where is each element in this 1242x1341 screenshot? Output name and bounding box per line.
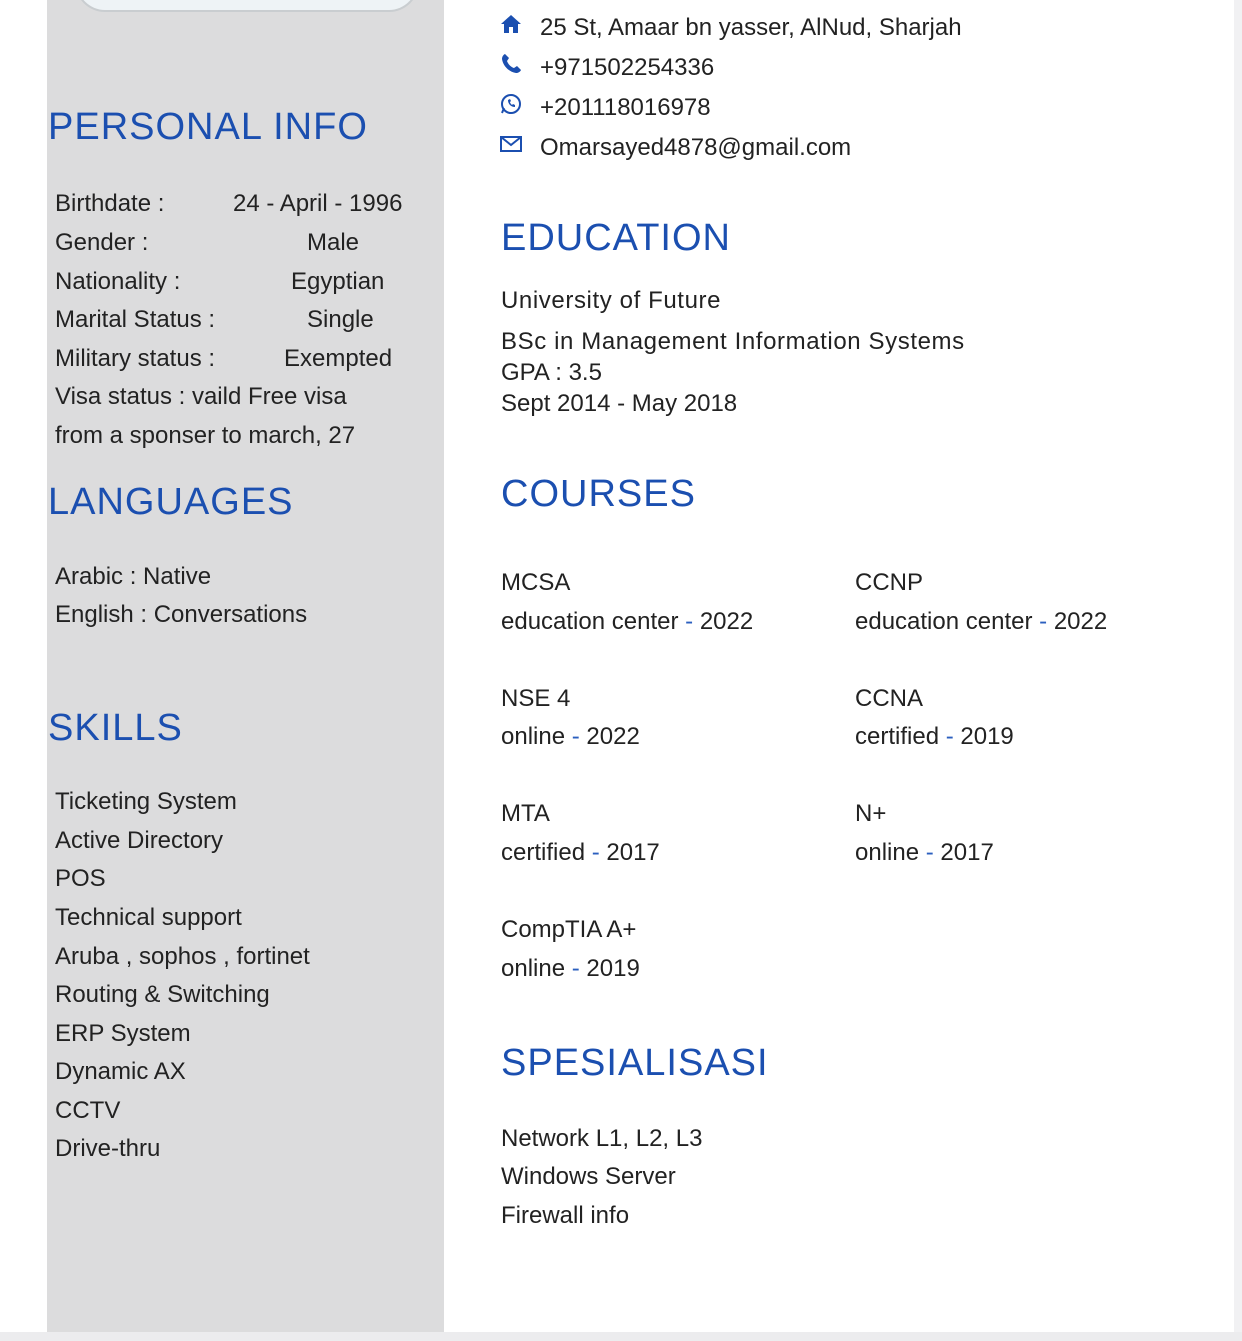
course-name: N+ (855, 800, 887, 827)
skill-item: Routing & Switching (55, 981, 270, 1008)
visa-line1: Visa status : vaild Free visa (55, 383, 347, 410)
course-detail (501, 839, 660, 867)
course-year: 2022 (699, 608, 754, 635)
course-detail (855, 723, 1014, 751)
specialisasi-item: Firewall info (501, 1202, 630, 1229)
skills-title: SKILLS (48, 707, 183, 749)
course-detail (501, 955, 640, 983)
language-item: Arabic : Native (55, 563, 212, 590)
birthdate-label: Birthdate : (55, 190, 165, 217)
gender-label: Gender : (55, 229, 149, 256)
course-name: CCNA (855, 685, 924, 712)
language-item: English : Conversations (55, 601, 308, 628)
education-school: University of Future (501, 287, 722, 314)
course-place: education center (855, 608, 1033, 635)
course-year: 2022 (1053, 608, 1108, 635)
specialisasi-item: Windows Server (501, 1163, 676, 1190)
whatsapp-text: +201118016978 (540, 94, 711, 121)
course-year: 2022 (586, 723, 640, 750)
visa-line2: from a sponser to march, 27 (55, 422, 356, 449)
phone-icon (499, 52, 523, 76)
phone-text: +971502254336 (540, 54, 715, 81)
course-year: 2019 (960, 723, 1014, 750)
course-name: CCNP (855, 569, 924, 596)
course-name: MCSA (501, 569, 571, 596)
course-place: online (501, 955, 566, 982)
skill-item: CCTV (55, 1097, 121, 1124)
address-text: 25 St, Amaar bn yasser, AlNud, Sharjah (540, 14, 962, 41)
course-name: NSE 4 (501, 685, 571, 712)
course-separator: - (925, 839, 934, 866)
skill-item: Aruba , sophos , fortinet (55, 943, 310, 970)
marital-value: Single (307, 306, 374, 333)
course-place: education center (501, 608, 679, 635)
skill-item: Technical support (55, 904, 242, 931)
course-place: certified (501, 839, 586, 866)
education-degree: BSc in Management Information Systems (501, 328, 965, 355)
military-label: Military status : (55, 345, 216, 372)
military-value: Exempted (284, 345, 393, 372)
course-detail (855, 608, 1107, 636)
languages-title: LANGUAGES (48, 481, 294, 523)
email-text: Omarsayed4878@gmail.com (540, 134, 852, 161)
course-separator: - (1039, 608, 1048, 635)
specialisasi-item: Network L1, L2, L3 (501, 1125, 703, 1152)
course-name: MTA (501, 800, 550, 827)
course-separator: - (685, 608, 694, 635)
course-detail (855, 839, 994, 867)
page-edge (0, 1332, 1242, 1341)
nationality-value: Egyptian (291, 268, 385, 295)
course-name: CompTIA A+ (501, 916, 637, 943)
education-title: EDUCATION (501, 217, 731, 259)
whatsapp-icon (499, 92, 523, 116)
skill-item: Active Directory (55, 827, 224, 854)
course-separator: - (591, 839, 600, 866)
profile-photo (75, 0, 419, 12)
skill-item: Ticketing System (55, 788, 237, 815)
birthdate-value: 24 - April - 1996 (233, 190, 403, 217)
course-separator: - (571, 723, 580, 750)
courses-title: COURSES (501, 473, 696, 515)
course-place: certified (855, 723, 940, 750)
education-gpa: GPA : 3.5 (501, 359, 602, 386)
course-year: 2019 (586, 955, 640, 982)
marital-label: Marital Status : (55, 306, 216, 333)
course-separator: - (945, 723, 954, 750)
skill-item: POS (55, 865, 106, 892)
skill-item: Drive-thru (55, 1135, 161, 1162)
course-place: online (855, 839, 920, 866)
mail-icon (499, 132, 523, 156)
course-place: online (501, 723, 566, 750)
home-icon (499, 12, 523, 36)
personal-info-title: PERSONAL INFO (48, 106, 368, 148)
nationality-label: Nationality : (55, 268, 181, 295)
skill-item: Dynamic AX (55, 1058, 186, 1085)
course-year: 2017 (606, 839, 660, 866)
specialisasi-title: SPESIALISASI (501, 1042, 769, 1084)
skill-item: ERP System (55, 1020, 191, 1047)
course-year: 2017 (940, 839, 994, 866)
course-separator: - (571, 955, 580, 982)
course-detail (501, 608, 753, 636)
course-detail (501, 723, 640, 751)
education-dates: Sept 2014 - May 2018 (501, 390, 738, 417)
gender-value: Male (307, 229, 360, 256)
